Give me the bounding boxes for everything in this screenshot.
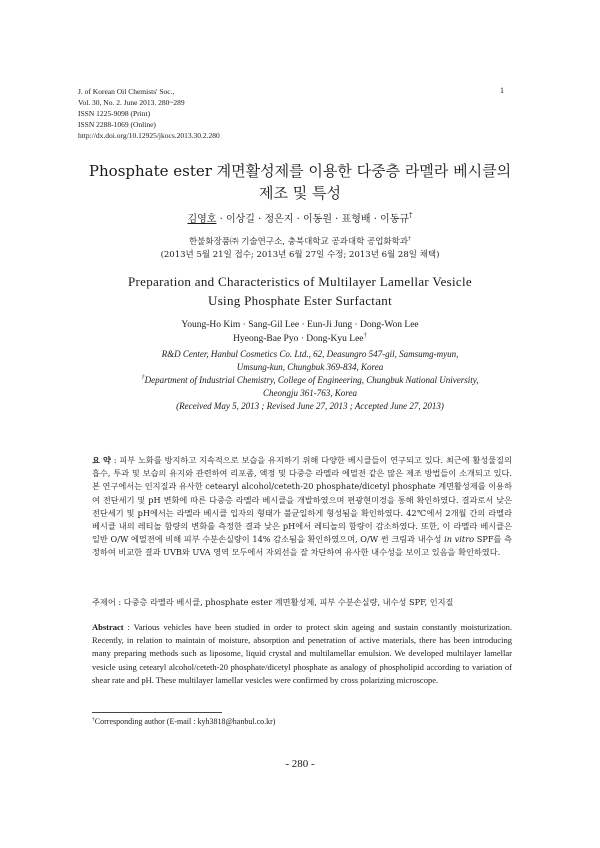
affiliation-english-line1: R&D Center, Hanbul Cosmetics Co. Ltd., 62, Deasungro 547-gil, Samsumg-myun, <box>161 349 459 359</box>
dates-korean: (2013년 5월 21일 접수; 2013년 6월 27일 수정; 2013년 6월 28일 채택) <box>160 250 440 260</box>
issn-print: ISSN 1225-9098 (Print) <box>78 109 151 118</box>
title-english-line2: Using Phosphate Ester Surfactant <box>208 293 392 308</box>
affiliation-english-line3: Department of Industrial Chemistry, College of Engineering, Chungbuk National University, <box>144 375 479 385</box>
abstract-english <box>92 621 512 687</box>
affiliation-korean-line1: 한불화장품㈜ 기술연구소, 충북대학교 공과대학 공업화학과 <box>188 237 409 247</box>
abstract-english-text: : Various vehicles have been studied in order to protect skin ageing and sustain constantly moisturization. Recently, in relation to maintain of moisture, absorption and penetration of active materials, there has been introducing many preparing methods such as liposome, liquid crystal and multilamellar emulsion. We developed multilayer lamellar vesicle using cetearyl alcohol/ceteth-20 phosphate/dicetyl phosphate as analogy of phospholipid according to variation of shear rate and pH. These multilayer lamellar vesicles were confirmed by cross polarizing microscope. <box>92 622 512 685</box>
authors-english <box>60 318 540 346</box>
title-korean-line2: 제조 및 특성 <box>259 184 341 202</box>
footnote-divider <box>92 712 222 713</box>
abstract-korean-italic: in vitro <box>444 534 475 545</box>
authors-korean <box>60 210 540 225</box>
other-authors-korean: · 이상길 · 정은지 · 이동원 · 표형배 · 이동규 <box>219 214 410 225</box>
affiliation-english <box>90 348 530 413</box>
page-number-top: 1 <box>500 86 504 95</box>
received-dates-english: (Received May 5, 2013 ; Revised June 27, 2013 ; Accepted June 27, 2013) <box>176 401 444 411</box>
abstract-korean-text-a: : 피부 노화를 방지하고 지속적으로 보습을 유지하기 위해 다양한 베시클들이 연구되고 있다. 최근에 활성물질의 흡수, 투과 및 보습의 유지와 관련하여 리포좀, 액정 및 다중층 라멜라 에멀젼 같은 많은 제조 방법들이 소개되고 있다. 본 연구에서는 인지질과 유사한 cetearyl alcohol/ceteth-20 phosphate/dicetyl phosphate 계면활성제를 이용하여 전단세기 및 pH 변화에 따른 다중층 라멜라 베시클을 개발하였으며 편광현미경을 통해 확인하였다. 결과로서 낮은 전단세기 및 pH에서는 라멜라 베시클 입자의 형태가 불균일하게 형성됨을 확인하였다. 42℃에서 2개월 간의 라멜라 베시클 내의 레티놀 함량의 변화를 측정한 결과 낮은 pH에서 레티놀의 함량이 감소하였다. 또한, 이 라멜라 베시클은 일반 O/W 에멀젼에 비해 피부 수분손실량이 14% 감소됨을 확인하였으며, O/W 썬 크림과 내수성 <box>92 455 512 545</box>
authors-english-line2: Hyeong-Bae Pyo · Dong-Kyu Lee <box>233 334 364 344</box>
journal-name: J. of Korean Oil Chemists' Soc., <box>78 87 175 96</box>
abstract-korean-label: 요 약 <box>92 455 111 465</box>
title-korean-line1: Phosphate ester 계면활성제를 이용한 다중층 라멜라 베시클의 <box>88 162 512 180</box>
first-author-korean: 김영호 <box>187 214 217 225</box>
authors-english-line1: Young-Ho Kim · Sang-Gil Lee · Eun-Ji Jung · Dong-Won Lee <box>181 320 419 330</box>
abstract-korean-text-b: SPF를 측정하여 비교한 결과 UVB와 UVA 영역 모두에서 자외선을 잘 차단하여 유사한 내수성을 보이고 있음을 확인하였다. <box>92 534 512 558</box>
doi-link[interactable]: http://dx.doi.org/10.12925/jkocs.2013.30.2.280 <box>78 131 220 140</box>
affiliation-korean <box>60 236 540 262</box>
journal-volume: Vol. 30, No. 2. June 2013. 280~289 <box>78 98 185 107</box>
journal-info <box>78 86 220 141</box>
abstract-english-label: Abstract <box>92 622 124 632</box>
affiliation-english-line2: Umsung-kun, Chungbuk 369-834, Korea <box>236 362 384 372</box>
title-english <box>60 272 540 310</box>
footnote <box>92 717 275 726</box>
issn-online: ISSN 2288-1069 (Online) <box>78 120 156 129</box>
corresponding-dagger: † <box>409 211 413 220</box>
authors-english-dagger: † <box>363 331 367 339</box>
page-number-bottom: - 280 - <box>285 758 315 770</box>
keywords-korean: 주제어 : 다중층 라멜라 베시클, phosphate ester 계면활성제, 피부 수분손실량, 내수성 SPF, 인지질 <box>92 597 454 607</box>
affiliation-english-dagger: † <box>141 374 145 381</box>
title-english-line1: Preparation and Characteristics of Multilayer Lamellar Vesicle <box>128 274 472 289</box>
abstract-korean <box>92 454 512 560</box>
footnote-dagger: † <box>92 716 95 723</box>
footnote-text: Corresponding author (E-mail : kyh3818@hanbul.co.kr) <box>94 717 276 726</box>
affiliation-dagger: † <box>408 235 412 243</box>
affiliation-english-line4: Cheongju 361-763, Korea <box>263 388 357 398</box>
title-korean <box>60 160 540 204</box>
